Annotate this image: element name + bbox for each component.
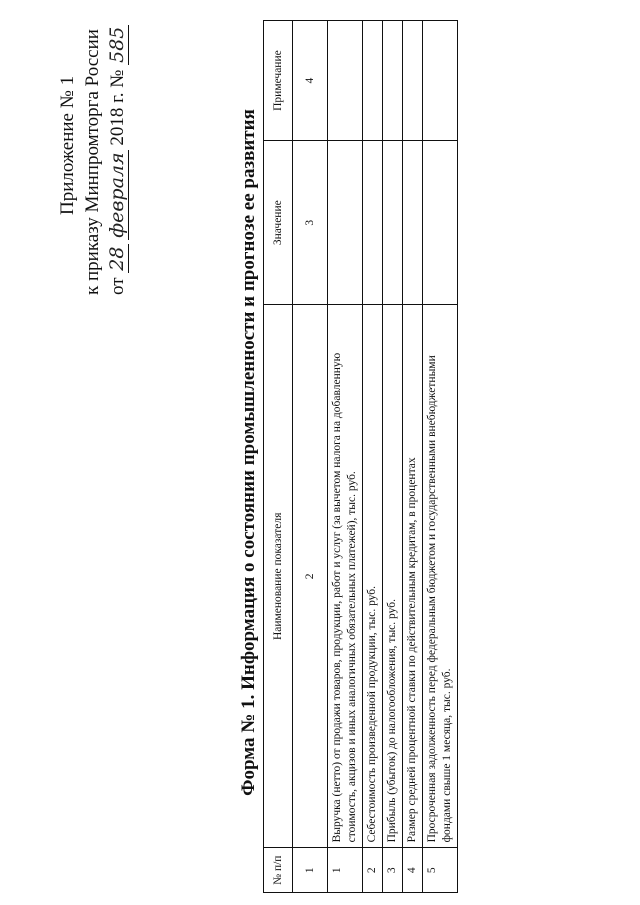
column-number-row (293, 21, 328, 893)
row-number: 3 (383, 848, 403, 893)
header-note: Примечание (264, 21, 293, 141)
row-indicator-name: Выручка (нетто) от продажи товаров, продукции, работ и услуг (за вычетом налога на добавленную стоимость, акцизов и иных аналогичных обязательных платежей), тыс. руб. (328, 305, 363, 848)
form-title: Форма № 1. Информация о состоянии промышленности и прогнозе ее развития (238, 109, 259, 796)
header-value: Значение (264, 141, 293, 305)
row-number: 2 (363, 848, 383, 893)
row-note-cell (328, 21, 363, 141)
handwritten-month: февраля (106, 152, 128, 238)
row-indicator-name: Просроченная задолженность перед федеральным бюджетом и государственными внебюджетными фондами свыше 1 месяца, тыс. руб. (423, 305, 458, 848)
appendix-order-ref: к приказу Минпромторга России (82, 29, 103, 295)
row-value-cell (423, 141, 458, 305)
table-row (423, 21, 458, 893)
row-number: 1 (328, 848, 363, 893)
appendix-block (55, 5, 130, 295)
table-row (328, 21, 363, 893)
header-indicator-name: Наименование показателя (264, 305, 293, 848)
row-value-cell (363, 141, 383, 305)
row-note-cell (383, 21, 403, 141)
row-note-cell (363, 21, 383, 141)
appendix-title: Приложение № 1 (57, 75, 78, 215)
table-row (363, 21, 383, 893)
row-number: 5 (423, 848, 458, 893)
table-row (403, 21, 423, 893)
row-value-cell (383, 141, 403, 305)
column-number: 3 (293, 141, 328, 305)
header-number: № п/п (264, 848, 293, 893)
indicators-table (263, 20, 458, 893)
row-note-cell (423, 21, 458, 141)
row-number: 4 (403, 848, 423, 893)
column-number: 4 (293, 21, 328, 141)
table-header-row (264, 21, 293, 893)
date-prefix: от (107, 277, 128, 295)
table-row (383, 21, 403, 893)
row-indicator-name: Прибыль (убыток) до налогообложения, тыс. руб. (383, 305, 403, 848)
appendix-date-line (105, 5, 130, 295)
row-value-cell (403, 141, 423, 305)
column-number: 2 (293, 305, 328, 848)
row-indicator-name: Размер средней процентной ставки по действительным кредитам, в процентах (403, 305, 423, 848)
row-note-cell (403, 21, 423, 141)
handwritten-order-number: 585 (106, 26, 128, 63)
date-year: 2018 г. № (107, 69, 128, 146)
column-number: 1 (293, 848, 328, 893)
row-value-cell (328, 141, 363, 305)
row-indicator-name: Себестоимость произведенной продукции, тыс. руб. (363, 305, 383, 848)
handwritten-day: 28 (106, 246, 128, 271)
